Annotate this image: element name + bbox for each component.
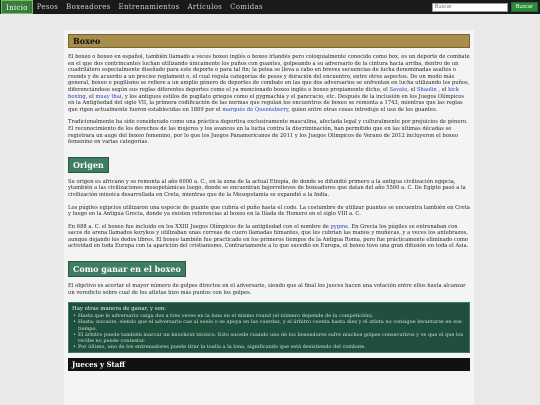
win-methods-list: [72, 313, 466, 350]
nav-item-comidas[interactable]: Comidas: [230, 3, 263, 11]
list-item: • Hasta que le adversario caiga dos a tres veces en la lona en el mismo round (el número depende de la competición).: [72, 313, 466, 319]
origin-paragraph-1: Su origen es africano y se remonta al año 6000 a. C., en la zona de la actual Etiopía, de donde se difundió primero a la antigua civilización egipcia, ytambién a las civilizaciones mesopotámicas luego, donde se encuentran bajorrelieves de boxeadores que datan del año 5500 a. C. De Egipto pasó a la civilización minoica desarrollada en Creta, mientras que de la Mesopotamia se expandió a la India.: [68, 178, 466, 198]
list-item: • Por último, uno de los entrenadores puede tirar la toalla a la lona, significando que está desistiendo del combate.: [72, 344, 466, 350]
nav-item-entrenamientos[interactable]: Entrenamientos: [118, 3, 180, 11]
link-savate[interactable]: Savate: [389, 86, 408, 93]
link-kick-boxing[interactable]: kick boxing: [68, 86, 459, 100]
article-content: [64, 30, 474, 405]
origin-paragraph-3: En 688 a. C. el boxeo fue incluido en los XXIII Juegos Olímpicos de la antigüedad con el nombre de pygme. En Grecia los púgiles se entrenaban con sacos de arena llamados korykos y utilizaban unas correas de cuero llamadas himantes, que les cubrían las manos y muñecas, y a veces los antebrazos, aunque dejando los dedos libres. El boxeo también fue practicado en los primeros tiempos de la Antigua Roma, pero fue prácticamente eliminado como actividad en toda Europa con la aparición del cristianismo. Contrariamente a lo que sucedió en Europa, el boxeo tuvo una gran difusión en toda el Asia.: [68, 223, 469, 250]
nav-item-articulos[interactable]: Artículos: [187, 3, 223, 11]
link-muay-thai[interactable]: muay thai: [95, 93, 122, 100]
top-navigation-bar: [0, 0, 540, 14]
page-title: Boxeo: [68, 34, 470, 48]
nav-item-pesos[interactable]: Pesos: [36, 3, 59, 11]
nav-item-boxeadores[interactable]: Boxeadores: [66, 3, 111, 11]
intro-paragraph-1: El boxeo o boxeo en español, también llamado a veces boxeo inglés o boxeo irlandés pero coloquialmente conocido como box, es un deporte de combate en el que dos contrincantes luchan utilizando únicamente los puños con guantes, golpeando a su adversario de la cintura hacia arriba, dentro de un cuadrilátero especialmente diseñado para este deporte o para tal fin; la pelea se lleva a cabo en breves secuencias de lucha denominadas asaltos o rounds y de acuerdo a un preciso reglament o, el cual regula categorías de pesos y duración del encuentro, entre otros aspectos. De un modo más general, boxeo o pugilismo se refiere a un amplio género de deportes de combate en las que dos adversarios se enfrentan en lucha utilizando los puños, diferenciándose según sus reglas diferentes deportes como el ya mencionado boxeo inglés o boxeo propiamente dicho, el Savate, el Shaolin , el kick boxing, el muay thai, y los antiguos estilos de pugilato griegos como el pygmachia y el pancracio, etc. Después de la inclusión en los Juegos Olímpicos en la Antigüedad del siglo VII, la primera codificación de las normas que regulan los encuentros de boxeo se remonta a 1743, mientras que las reglas que rigen actualmente fueron establecidas en 1889 por el marqués de Queensberry, quien entre otras cosas introdujo el uso de los guantes.: [68, 54, 470, 113]
section-heading-como-ganar: Como ganar en el boxeo: [68, 261, 186, 277]
win-methods-box: [68, 302, 470, 353]
nav-item-inicio[interactable]: Inicio: [1, 0, 33, 14]
section-heading-origen: Origen: [68, 157, 109, 173]
origin-paragraph-2: Los púgiles egipcios utilizaron una especie de guante que cubría el puño hasta el codo. La costumbre de utilizar guantes se encuentra también en Creta y luego en la Antigua Grecia, donde ya existen referencias al boxeo en la Ilíada de Homero en el siglo VIII a. C.: [68, 204, 470, 218]
intro-paragraph-2: Tradicionalmente ha sido considerado como una práctica deportiva exclusivamente masculina, afectada legal y culturalmente por prejuicios de género. El reconocimiento de los derechos de las mujeres y los avances en la lucha contra la discriminación, han permitido que en las últimas décadas se registrara un auge del boxeo femenino, por lo que los Juegos Panamericanos de 2011 y los Juegos Olímpicos de Verano de 2012 incluyeron el boxeo femenino en varias categorías.: [68, 119, 468, 146]
list-item: • El árbitro puede también marcar un knockout técnico. Esto sucede cuando uno de los boxeadores sufre muchos golpes consecutivos y ve que el que los recibe no puede contestar.: [72, 332, 466, 344]
link-pygme[interactable]: pygme: [330, 223, 349, 230]
search-button[interactable]: Buscar: [511, 2, 538, 12]
search-form: [432, 2, 538, 12]
search-input[interactable]: [432, 3, 508, 12]
link-marques-de-queensberry[interactable]: marqués de Queensberry: [222, 106, 289, 113]
win-methods-title: Hay otras manera de ganar, y son:: [72, 306, 167, 313]
list-item: • Hasta: nocaute, siendo que el adversario cae al suelo o se apoya en las cuerdas, y el árbitro cuenta hasta diez y el atleta no consigue levantarse en ese tiempo.: [72, 319, 466, 331]
section-heading-jueces-y-staff: Jueces y Staff: [68, 358, 470, 371]
link-shaolin[interactable]: Shaolin: [416, 86, 437, 93]
win-paragraph: El objetivo es acertar el mayor número de golpes directos en el adversario, siendo que al final los jueces hacen una votación entre ellos hasta alcanzar un veredicto sobre cual de los atletas hizo más puntos con los golpes.: [68, 283, 466, 296]
